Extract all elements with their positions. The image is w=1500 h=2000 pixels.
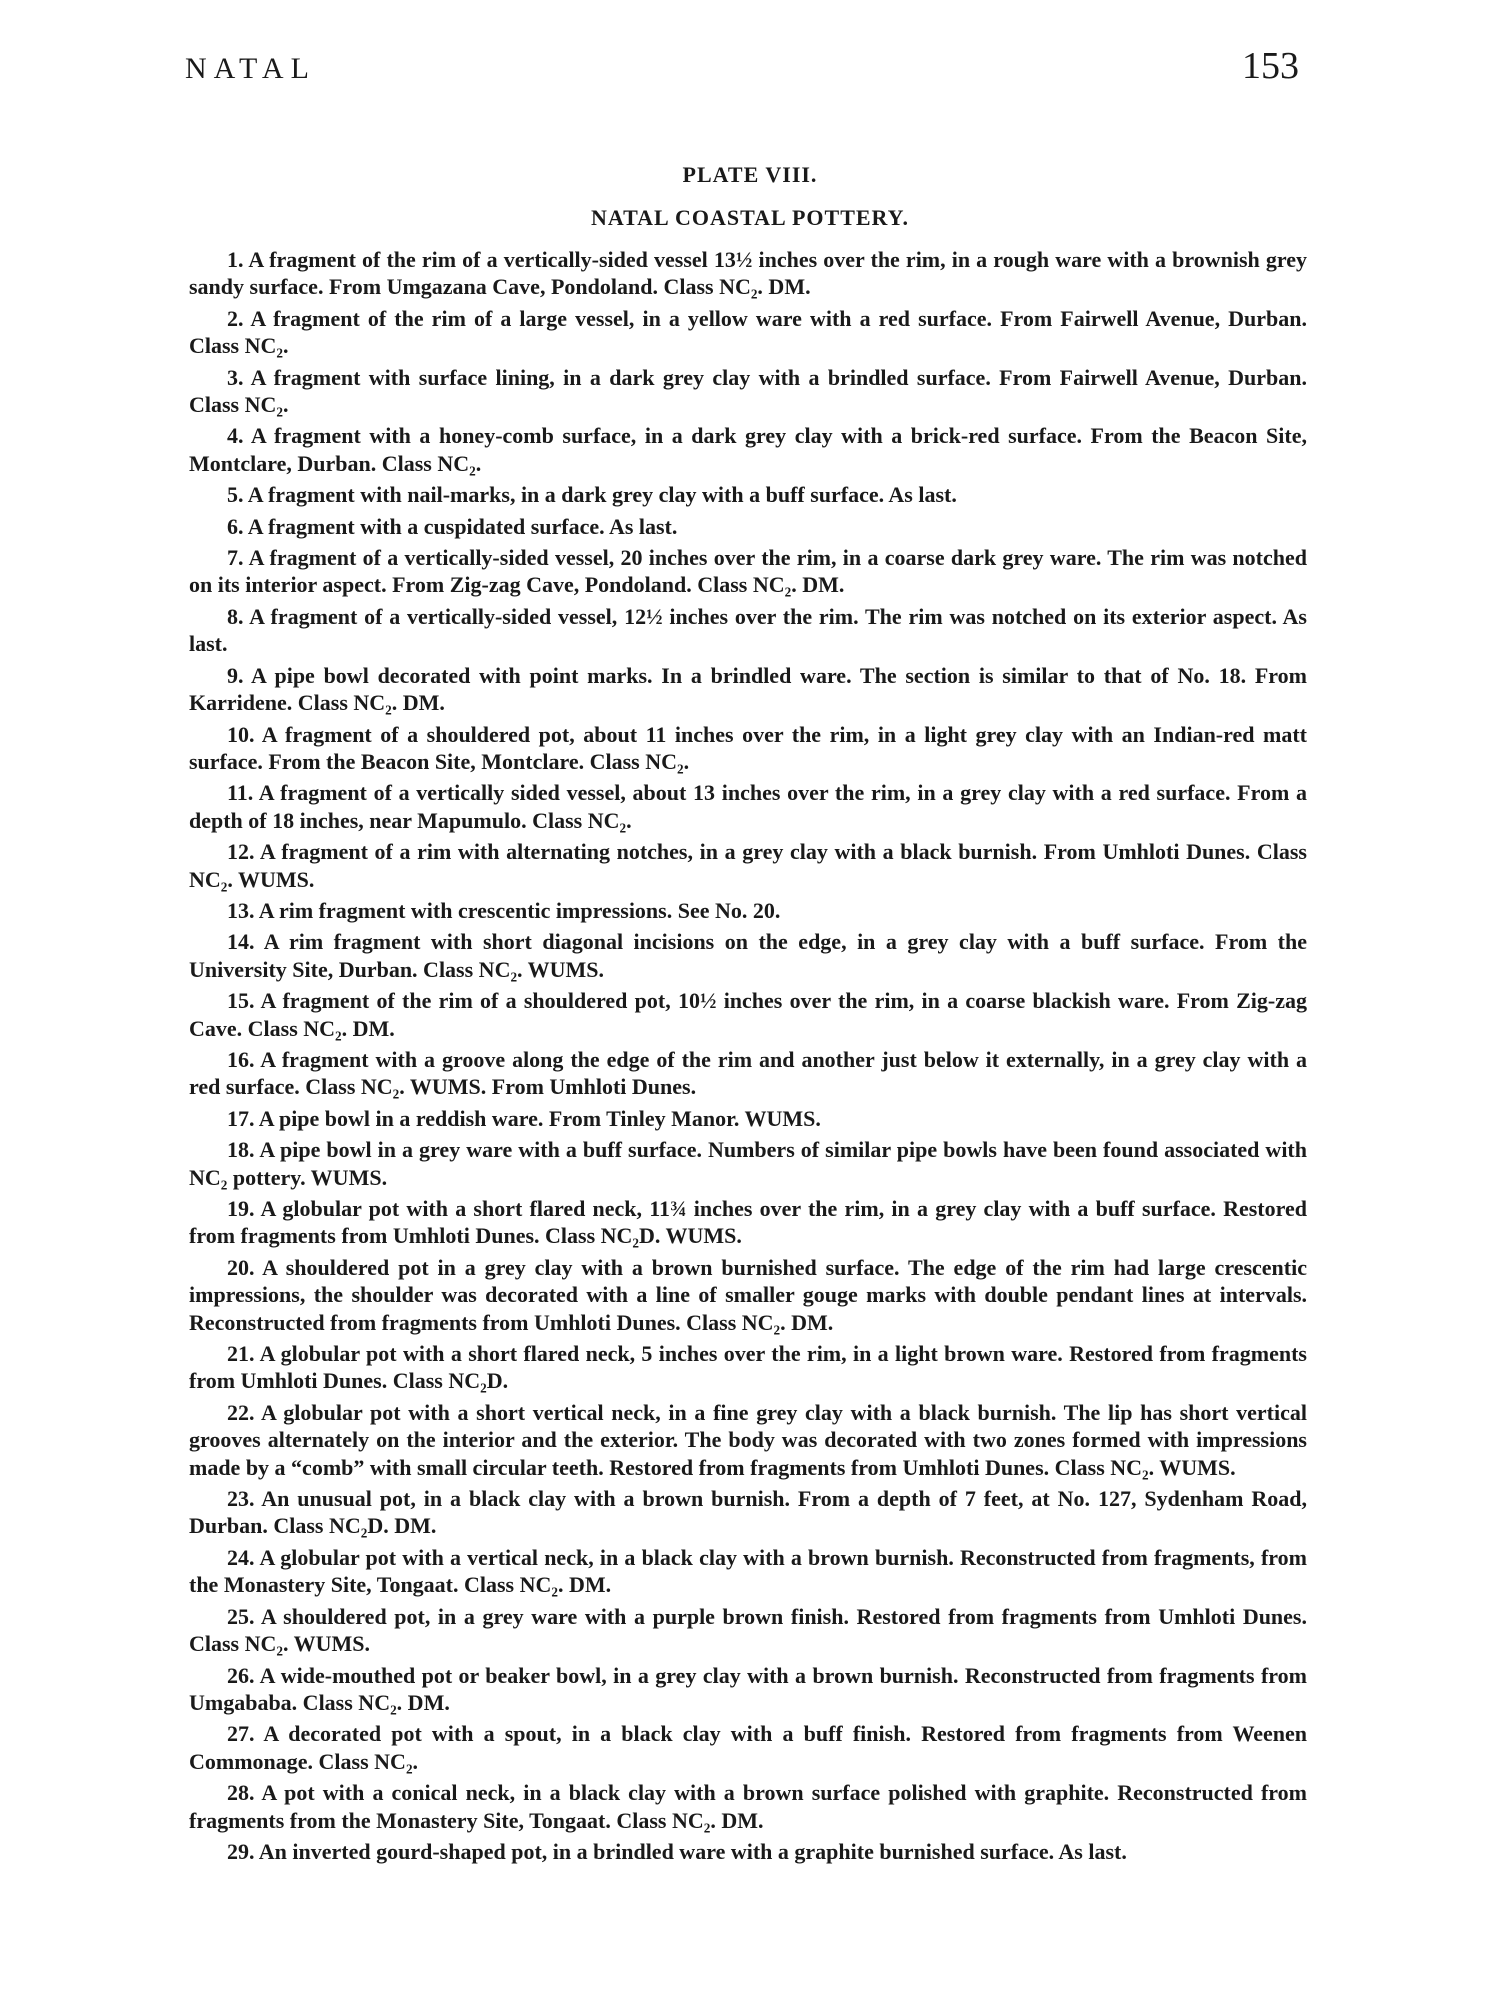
entry-19: 19. A globular pot with a short flared neck, 11¾ inches over the rim, in a grey clay with a buff surface. Restored from fragments from Umhloti Dunes. Class NC₂D. WUMS.	[189, 1196, 1307, 1249]
entry-1: 1. A fragment of the rim of a vertically-sided vessel 13½ inches over the rim, in a rough ware with a brownish grey sandy surface. From Umgazana Cave, Pondoland. Class NC₂. DM.	[189, 247, 1307, 300]
entry-10: 10. A fragment of a shouldered pot, about 11 inches over the rim, in a light grey clay with an Indian-red matt surface. From the Beacon Site, Montclare. Class NC₂.	[189, 721, 1307, 774]
entry-13: 13. A rim fragment with crescentic impressions. See No. 20.	[227, 897, 781, 923]
entry-11: 11. A fragment of a vertically sided vessel, about 13 inches over the rim, in a grey clay with a red surface. From a depth of 18 inches, near Mapumulo. Class NC₂.	[189, 780, 1307, 833]
running-head: NATAL	[185, 52, 316, 85]
section-title: NATAL COASTAL POTTERY.	[590, 205, 910, 230]
page-number: 153	[1242, 45, 1299, 87]
entry-22: 22. A globular pot with a short vertical neck, in a fine grey clay with a black burnish. The lip has short vertical grooves alternately on the interior and the exterior. The body was decorated with two zones formed with impressions made by a “comb” with small circular teeth. Restored from fragments from Umhloti Dunes. Class NC₂. WUMS.	[189, 1399, 1307, 1480]
entry-3: 3. A fragment with surface lining, in a dark grey clay with a brindled surface. From Fairwell Avenue, Durban. Class NC₂.	[189, 364, 1307, 418]
entry-28: 28. A pot with a conical neck, in a black clay with a brown surface polished with graphite. Reconstructed from fragments from the Monastery Site, Tongaat. Class NC₂. DM.	[189, 1780, 1307, 1833]
entry-27: 27. A decorated pot with a spout, in a black clay with a buff finish. Restored from fragments from Weenen Commonage. Class NC₂.	[189, 1721, 1307, 1774]
entry-23: 23. An unusual pot, in a black clay with a brown burnish. From a depth of 7 feet, at No. 127, Sydenham Road, Durban. Class NC₂D. DM.	[189, 1486, 1307, 1539]
entry-2: 2. A fragment of the rim of a large vessel, in a yellow ware with a red surface. From Fairwell Avenue, Durban. Class NC₂.	[189, 305, 1307, 359]
entry-5: 5. A fragment with nail-marks, in a dark grey clay with a buff surface. As last.	[227, 482, 957, 508]
entry-4: 4. A fragment with a honey-comb surface, in a dark grey clay with a brick-red surface. From the Beacon Site, Montclare, Durban. Class NC₂.	[189, 423, 1307, 476]
entry-24: 24. A globular pot with a vertical neck, in a black clay with a brown burnish. Reconstructed from fragments, from the Monastery Site, Tongaat. Class NC₂. DM.	[189, 1544, 1307, 1598]
entry-7: 7. A fragment of a vertically-sided vessel, 20 inches over the rim, in a coarse dark grey ware. The rim was notched on its interior aspect. From Zig-zag Cave, Pondoland. Class NC₂. DM.	[189, 545, 1307, 598]
entry-29: 29. An inverted gourd-shaped pot, in a brindled ware with a graphite burnished surface. As last.	[227, 1838, 1127, 1864]
entry-26: 26. A wide-mouthed pot or beaker bowl, in a grey clay with a brown burnish. Reconstructed from fragments from Umgababa. Class NC₂. DM.	[189, 1662, 1307, 1715]
entry-20: 20. A shouldered pot in a grey clay with a brown burnished surface. The edge of the rim had large crescentic impressions, the shoulder was decorated with a line of smaller gouge marks with double pendant lines at intervals. Reconstructed from fragments from Umhloti Dunes. Class NC₂. DM.	[189, 1254, 1307, 1335]
entry-6: 6. A fragment with a cuspidated surface. As last.	[227, 513, 678, 539]
entry-14: 14. A rim fragment with short diagonal incisions on the edge, in a grey clay with a buff surface. From the University Site, Durban. Class NC₂. WUMS.	[189, 929, 1307, 982]
entry-9: 9. A pipe bowl decorated with point marks. In a brindled ware. The section is similar to that of No. 18. From Karridene. Class NC₂. DM.	[189, 662, 1307, 716]
entry-16: 16. A fragment with a groove along the edge of the rim and another just below it externally, in a grey clay with a red surface. Class NC₂. WUMS. From Umhloti Dunes.	[189, 1046, 1307, 1100]
plate-title: PLATE VIII.	[682, 162, 818, 187]
entry-25: 25. A shouldered pot, in a grey ware with a purple brown finish. Restored from fragments from Umhloti Dunes. Class NC₂. WUMS.	[189, 1603, 1307, 1657]
entry-list	[189, 246, 1307, 1869]
entry-15: 15. A fragment of the rim of a shouldered pot, 10½ inches over the rim, in a coarse blackish ware. From Zig-zag Cave. Class NC₂. DM.	[189, 988, 1307, 1041]
entry-12: 12. A fragment of a rim with alternating notches, in a grey clay with a black burnish. From Umhloti Dunes. Class NC₂. WUMS.	[189, 839, 1307, 892]
entry-21: 21. A globular pot with a short flared neck, 5 inches over the rim, in a light brown ware. Restored from fragments from Umhloti Dunes. Class NC₂D.	[189, 1341, 1307, 1394]
entry-8: 8. A fragment of a vertically-sided vessel, 12½ inches over the rim. The rim was notched on its exterior aspect. As last.	[189, 603, 1307, 657]
entry-17: 17. A pipe bowl in a reddish ware. From Tinley Manor. WUMS.	[227, 1105, 821, 1131]
entry-18: 18. A pipe bowl in a grey ware with a buff surface. Numbers of similar pipe bowls have been found associated with NC₂ pottery. WUMS.	[189, 1137, 1307, 1190]
